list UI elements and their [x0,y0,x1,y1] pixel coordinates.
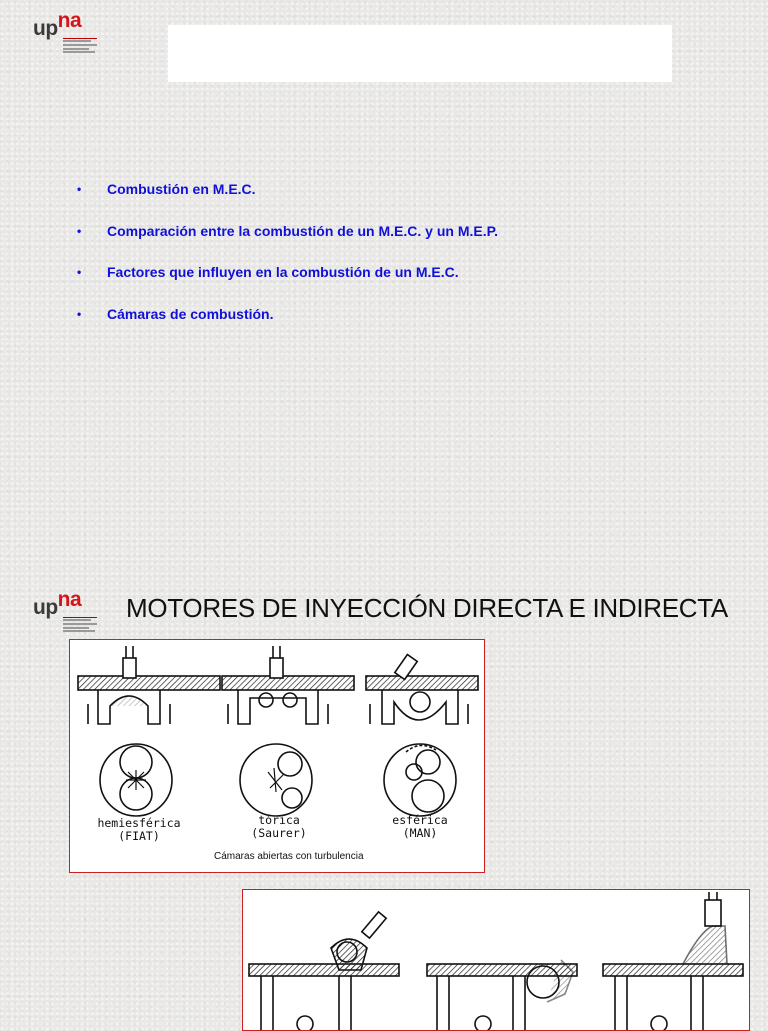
toroidal-chamber-plan [240,744,312,816]
chamber-label: esférica (MAN) [392,813,448,840]
slide-title: MOTORES DE INYECCIÓN DIRECTA E INDIRECTA [126,593,728,623]
indirect-chambers-figure [242,889,750,1031]
spherical-chamber-section [366,655,478,724]
list-item: • Comparación entre la combustión de un M.E.C. y un M.E.P. [74,220,498,262]
bullet-icon: • [77,182,82,196]
bullet-icon: • [77,223,82,238]
open-chambers-figure [69,639,485,873]
logo-up-text: up [33,596,58,619]
hemispherical-chamber-plan [100,744,172,816]
chamber-label: hemiesférica (FIAT) [97,816,181,843]
figure-caption: Cámaras abiertas con turbulencia [214,851,364,862]
bullet-icon: • [77,306,82,321]
slide-2 [0,580,768,1024]
prechamber-section-2 [427,960,577,1030]
bullet-icon: • [77,265,82,279]
logo-up-text: up [33,17,58,40]
prechamber-section-1 [249,912,399,1030]
title-placeholder [168,25,672,82]
spherical-chamber-plan [384,744,456,816]
list-item: • Combustión en M.E.C. [74,178,498,220]
upna-logo [33,588,97,633]
logo-na-text: na [57,588,82,611]
upna-logo [33,9,97,54]
indirect-chambers-drawing [243,890,749,1030]
list-item: • Factores que influyen en la combustión de un M.E.C. [74,261,498,303]
toroidal-chamber-section [222,646,354,724]
hemispherical-chamber-section [78,646,220,724]
list-item: • Cámaras de combustión. [74,303,498,345]
topic-list [74,178,498,344]
prechamber-section-3 [603,892,743,1030]
chamber-label: tórica (Saurer) [251,813,307,840]
logo-na-text: na [57,9,82,32]
